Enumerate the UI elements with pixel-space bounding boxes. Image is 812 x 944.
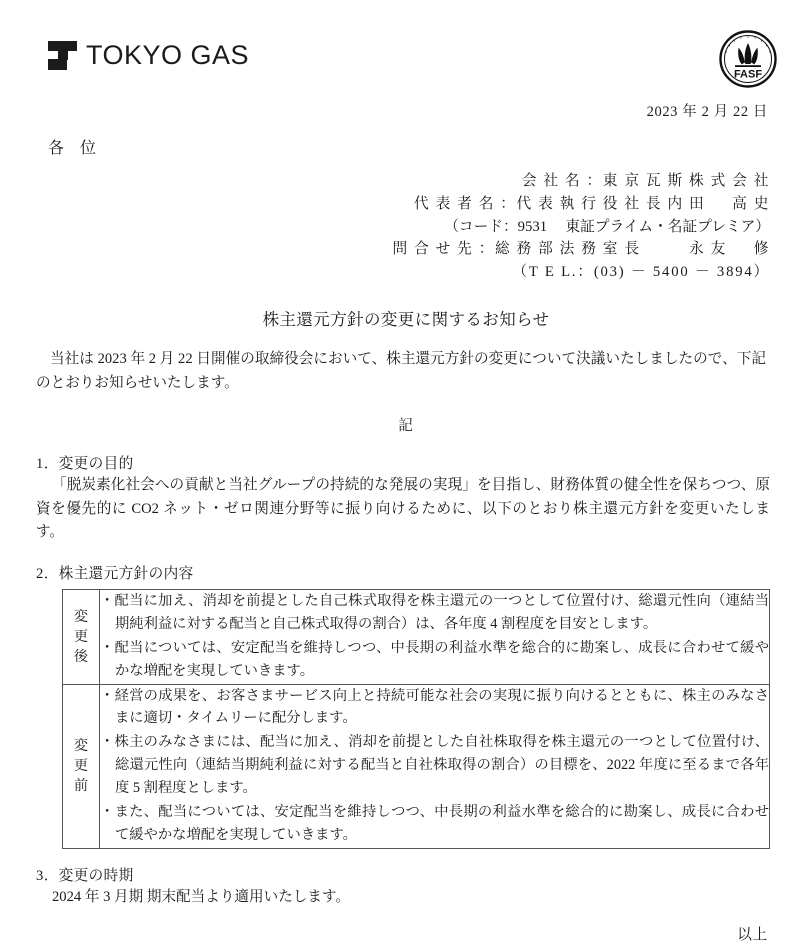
- list-item-text: 配当に加え、消却を前提とした自己株式取得を株主還元の一つとして位置付け、総還元性向（連結当期純利益に対する配当と自己株式取得の割合）は、各年度 4 割程度を目安とします。: [114, 593, 770, 632]
- list-item-text: 経営の成果を、お客さまサービス向上と持続可能な社会の実現に振り向けるとともに、株主のみなさまに適切・タイムリーに配分します。: [114, 687, 770, 727]
- bullet-dot-icon: ・: [100, 687, 115, 704]
- label-char: 変: [73, 608, 89, 625]
- company-name-row: [0, 170, 770, 193]
- bullet-dot-icon: ・: [100, 734, 115, 751]
- bullet-dot-icon: ・: [100, 593, 115, 610]
- row-content-before: [100, 684, 770, 848]
- list-item-text: 株主のみなさまには、配当に加え、消却を前提とした自社株取得を株主還元の一つとして位置付け、総還元性向（連結当期純利益に対する配当と自社株取得の割合）の目標を、2022 年度に至るまで各年度 5 割程度とします。: [114, 734, 770, 797]
- policy-comparison-table: [62, 589, 770, 849]
- section-policy-heading: 2．株主還元方針の内容: [36, 566, 194, 583]
- company-name-value: 東 京 瓦 斯 株 式 会 社: [602, 173, 770, 189]
- list-item: [100, 637, 769, 683]
- contact-value: 総 務 部 法 務 室 長 永 友 修: [494, 241, 770, 258]
- section-timing-heading: 3．変更の時期: [36, 867, 134, 884]
- label-char: 変: [73, 737, 89, 754]
- section-purpose-heading: 1．変更の目的: [36, 456, 134, 473]
- label-char: 更: [73, 628, 89, 645]
- intro-paragraph: 当社は 2023 年 2 月 22 日開催の取締役会において、株主還元方針の変更について決議いたしましたので、下記のとおりお知らせいたします。: [36, 350, 766, 391]
- company-info-block: [0, 170, 812, 284]
- list-item-text: また、配当については、安定配当を維持しつつ、中長期の利益水準を総合的に勘案し、成長に合わせて緩やかな増配を実現していきます。: [114, 803, 770, 843]
- section-timing-body: 2024 年 3 月期 期末配当より適用いたします。: [52, 888, 351, 905]
- representative-label: 代 表 者 名 ：: [414, 195, 517, 212]
- tokyo-gas-logo-text: TOKYO GAS: [86, 40, 250, 70]
- row-label-after: [63, 590, 100, 685]
- ki-mark: 記: [398, 418, 414, 435]
- bullet-dot-icon: ・: [100, 639, 115, 656]
- section-purpose: [0, 452, 812, 545]
- company-name-label: 会 社 名 ：: [521, 173, 603, 189]
- label-char: 後: [73, 648, 89, 665]
- page-title: 株主還元方針の変更に関するお知らせ: [262, 309, 550, 329]
- representative-row: [0, 193, 770, 216]
- row-label-before: [63, 684, 100, 848]
- tokyo-gas-t-mark-icon: [48, 41, 77, 70]
- contact-label: 問 合 せ 先 ：: [392, 241, 495, 258]
- contact-row: [0, 238, 770, 261]
- list-item-text: 配当については、安定配当を維持しつつ、中長期の利益水準を総合的に勘案し、成長に合わせて緩やかな増配を実現していきます。: [114, 639, 770, 679]
- list-item: [100, 801, 769, 847]
- document-date: 2023 年 2 月 22 日: [646, 104, 768, 120]
- table-row: [63, 590, 770, 685]
- list-item: [100, 685, 769, 731]
- label-char: 更: [73, 758, 89, 775]
- section-timing: [0, 864, 812, 910]
- tokyo-gas-logo: [48, 40, 249, 71]
- closing-mark: 以上: [737, 927, 768, 944]
- label-char: 前: [73, 778, 89, 795]
- list-item: [100, 731, 769, 800]
- svg-text:FASF: FASF: [733, 68, 763, 81]
- document-header: [0, 0, 812, 92]
- bullet-dot-icon: ・: [100, 803, 115, 820]
- fasf-seal-icon: [719, 30, 777, 88]
- row-content-after: [100, 590, 770, 685]
- list-item: [100, 590, 769, 636]
- representative-value: 代 表 執 行 役 社 長 内 田 高 史: [516, 195, 770, 212]
- securities-code-row: （コード：9531 東証プライム・名証プレミア）: [444, 218, 770, 235]
- table-row: [63, 684, 770, 848]
- telephone-row: （T E L.：(03) － 5400 － 3894）: [512, 264, 770, 281]
- section-purpose-body: 「脱炭素化社会への貢献と当社グループの持続的な発展の実現」を目指し、財務体質の健全性を保ちつつ、原資を優先的に CO2 ネット・ゼロ関連分野等に振り向けるために、以下のとおり株主還元方針を変更いたします。: [36, 477, 770, 541]
- addressee: 各 位: [48, 140, 103, 157]
